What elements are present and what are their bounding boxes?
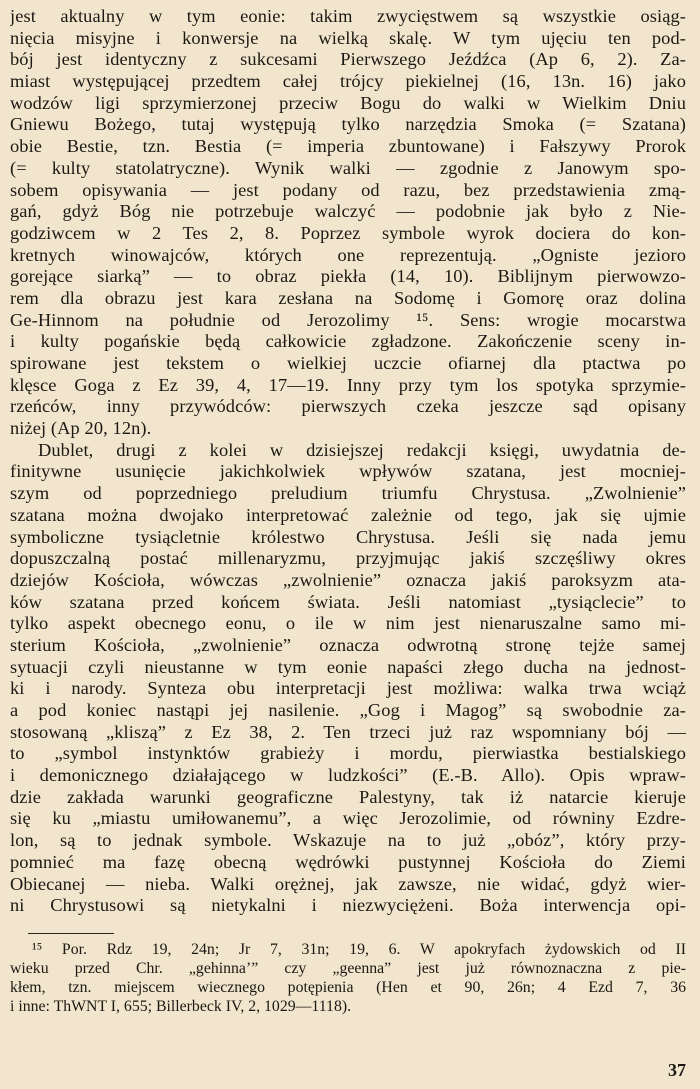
footnotes bbox=[10, 940, 686, 1016]
text-line: rzeńców, inny przywódców: pierwszych czeka jeszcze sąd opisany bbox=[10, 396, 686, 417]
text-line: nięcia misyjne i konwersje na wielką skalę. W tym ujęciu ten pod- bbox=[10, 27, 686, 48]
text-line: kretnych winowajców, których one reprezentują. „Ogniste jezioro bbox=[10, 244, 686, 265]
text-line: lon, są to jednak symbole. Wskazuje na to już „obóz”, który przy- bbox=[10, 830, 686, 851]
text-line: klęsce Goga z Ez 39, 4, 17—19. Inny przy tym los spotyka sprzymie- bbox=[10, 374, 686, 395]
text-line: i demonicznego działającego w ludzkości” (E.-B. Allo). Opis wpraw- bbox=[10, 765, 686, 786]
footnote-divider bbox=[28, 933, 114, 934]
text-line: symboliczne tysiącletnie królestwo Chrystusa. Jeśli się nada jemu bbox=[10, 526, 686, 547]
text-line: sytuacji czyli nieustanne w tym eonie napaści złego ducha na jednost- bbox=[10, 656, 686, 677]
text-line: szym od poprzedniego preludium triumfu Chrystusa. „Zwolnienie” bbox=[10, 483, 686, 504]
text-line: dopuszczalną postać millenaryzmu, przyjmując jakiś szczęśliwy okres bbox=[10, 548, 686, 569]
text-line: się ku „miastu umiłowanemu”, a więc Jerozolimie, od równiny Ezdre- bbox=[10, 808, 686, 829]
text-line: szatana można dwojako interpretować zależnie od tego, jak się ujmie bbox=[10, 504, 686, 525]
text-line: godziwcem w 2 Tes 2, 8. Poprzez symbole wyrok dociera do kon- bbox=[10, 222, 686, 243]
footnote-line: ¹⁵ Por. Rdz 19, 24n; Jr 7, 31n; 19, 6. W apokryfach żydowskich od II bbox=[32, 940, 686, 958]
text-line: ków szatana przed końcem świata. Jeśli natomiast „tysiąclecie” to bbox=[10, 591, 686, 612]
footnote-line: kłem, tzn. miejscem wiecznego potępienia (Hen et 90, 26n; 4 Ezd 7, 36 bbox=[10, 978, 686, 996]
text-line: Obiecanej — nieba. Walki orężnej, jak zawsze, nie widać, gdyż wier- bbox=[10, 873, 686, 894]
text-line: Gniewu Bożego, tutaj występują tylko narzędzia Smoka (= Szatana) bbox=[10, 114, 686, 135]
text-line: tylko aspekt obecnego eonu, o ile w nim jest nienaruszalne samo mi- bbox=[10, 613, 686, 634]
text-line: Dublet, drugi z kolei w dzisiejszej redakcji księgi, uwydatnia de- bbox=[38, 439, 686, 460]
text-line: niżej (Ap 20, 12n). bbox=[10, 418, 152, 439]
text-line: dziejów Kościoła, wówczas „zwolnienie” oznacza jakiś paroksyzm ata- bbox=[10, 569, 686, 590]
text-line: spirowane jest tekstem o wielkiej uczcie ofiarnej dla ptactwa po bbox=[10, 353, 686, 373]
text-line: wodzów ligi sprzymierzonej przeciw Bogu do walki w Wielkim Dniu bbox=[10, 92, 686, 113]
text-line: sobem opisywania — jest podany od razu, bez przedstawienia zmą- bbox=[10, 179, 686, 200]
text-line: (= kulty statolatryczne). Wynik walki — zgodnie z Janowym spo- bbox=[10, 157, 686, 178]
text-line: to „symbol instynktów grabieży i mordu, pierwiastka bestialskiego bbox=[10, 743, 686, 764]
text-line: gorejące siarką” — to obraz piekła (14, 10). Biblijnym pierwowzo- bbox=[10, 266, 686, 287]
text-line: stosowaną „kliszą” z Ez 38, 2. Ten trzeci już raz wspomniany bój — bbox=[10, 721, 686, 742]
text-line: gań, gdyż Bóg nie potrzebuje walczyć — podobnie jak było z Nie- bbox=[10, 201, 686, 222]
text-line: pomnieć ma fazę obecną wędrówki pustynnej Kościoła do Ziemi bbox=[10, 851, 686, 872]
page-number: 37 bbox=[668, 1060, 686, 1080]
text-line: Ge-Hinnom na południe od Jerozolimy ¹⁵. Sens: wrogie mocarstwa bbox=[10, 309, 686, 330]
text-line: obie Bestie, tzn. Bestia (= imperia zbuntowane) i Fałszywy Prorok bbox=[10, 136, 686, 157]
text-line: a pod koniec nastąpi jej nasilenie. „Gog i Magog” są swobodnie za- bbox=[10, 700, 686, 720]
main-text bbox=[10, 6, 686, 917]
text-line: miast występującej przedtem całej trójcy piekielnej (16, 13n. 16) jako bbox=[10, 71, 686, 92]
text-line: ni Chrystusowi są nietykalni i niezwyciężeni. Boża interwencja opi- bbox=[10, 895, 686, 916]
text-line: sterium Kościoła, „zwolnienie” oznacza odwrotną stronę tejże samej bbox=[10, 634, 686, 655]
text-line: jest aktualny w tym eonie: takim zwycięstwem są wszystkie osiąg- bbox=[10, 6, 686, 26]
text-line: ki i narody. Synteza obu interpretacji jest możliwa: walka trwa wciąż bbox=[10, 678, 686, 699]
footnote-line: i inne: ThWNT I, 655; Billerbeck IV, 2, 1029—1118). bbox=[10, 997, 352, 1015]
text-line: i kulty pogańskie będą całkowicie zgładzone. Zakończenie sceny in- bbox=[10, 331, 686, 352]
text-line: dzie zakłada warunki geograficzne Palestyny, tak iż natarcie kieruje bbox=[10, 786, 686, 807]
text-line: bój jest identyczny z sukcesami Pierwszego Jeźdźca (Ap 6, 2). Za- bbox=[10, 49, 686, 70]
text-line: rem dla obrazu jest kara zesłana na Sodomę i Gomorę oraz dolina bbox=[10, 287, 686, 308]
footnote-line: wieku przed Chr. „gehinna’” czy „geenna” jest już równoznaczna z pie- bbox=[10, 959, 686, 977]
text-line: finitywne usunięcie jakichkolwiek wpływów szatana, jest mocniej- bbox=[10, 461, 686, 482]
